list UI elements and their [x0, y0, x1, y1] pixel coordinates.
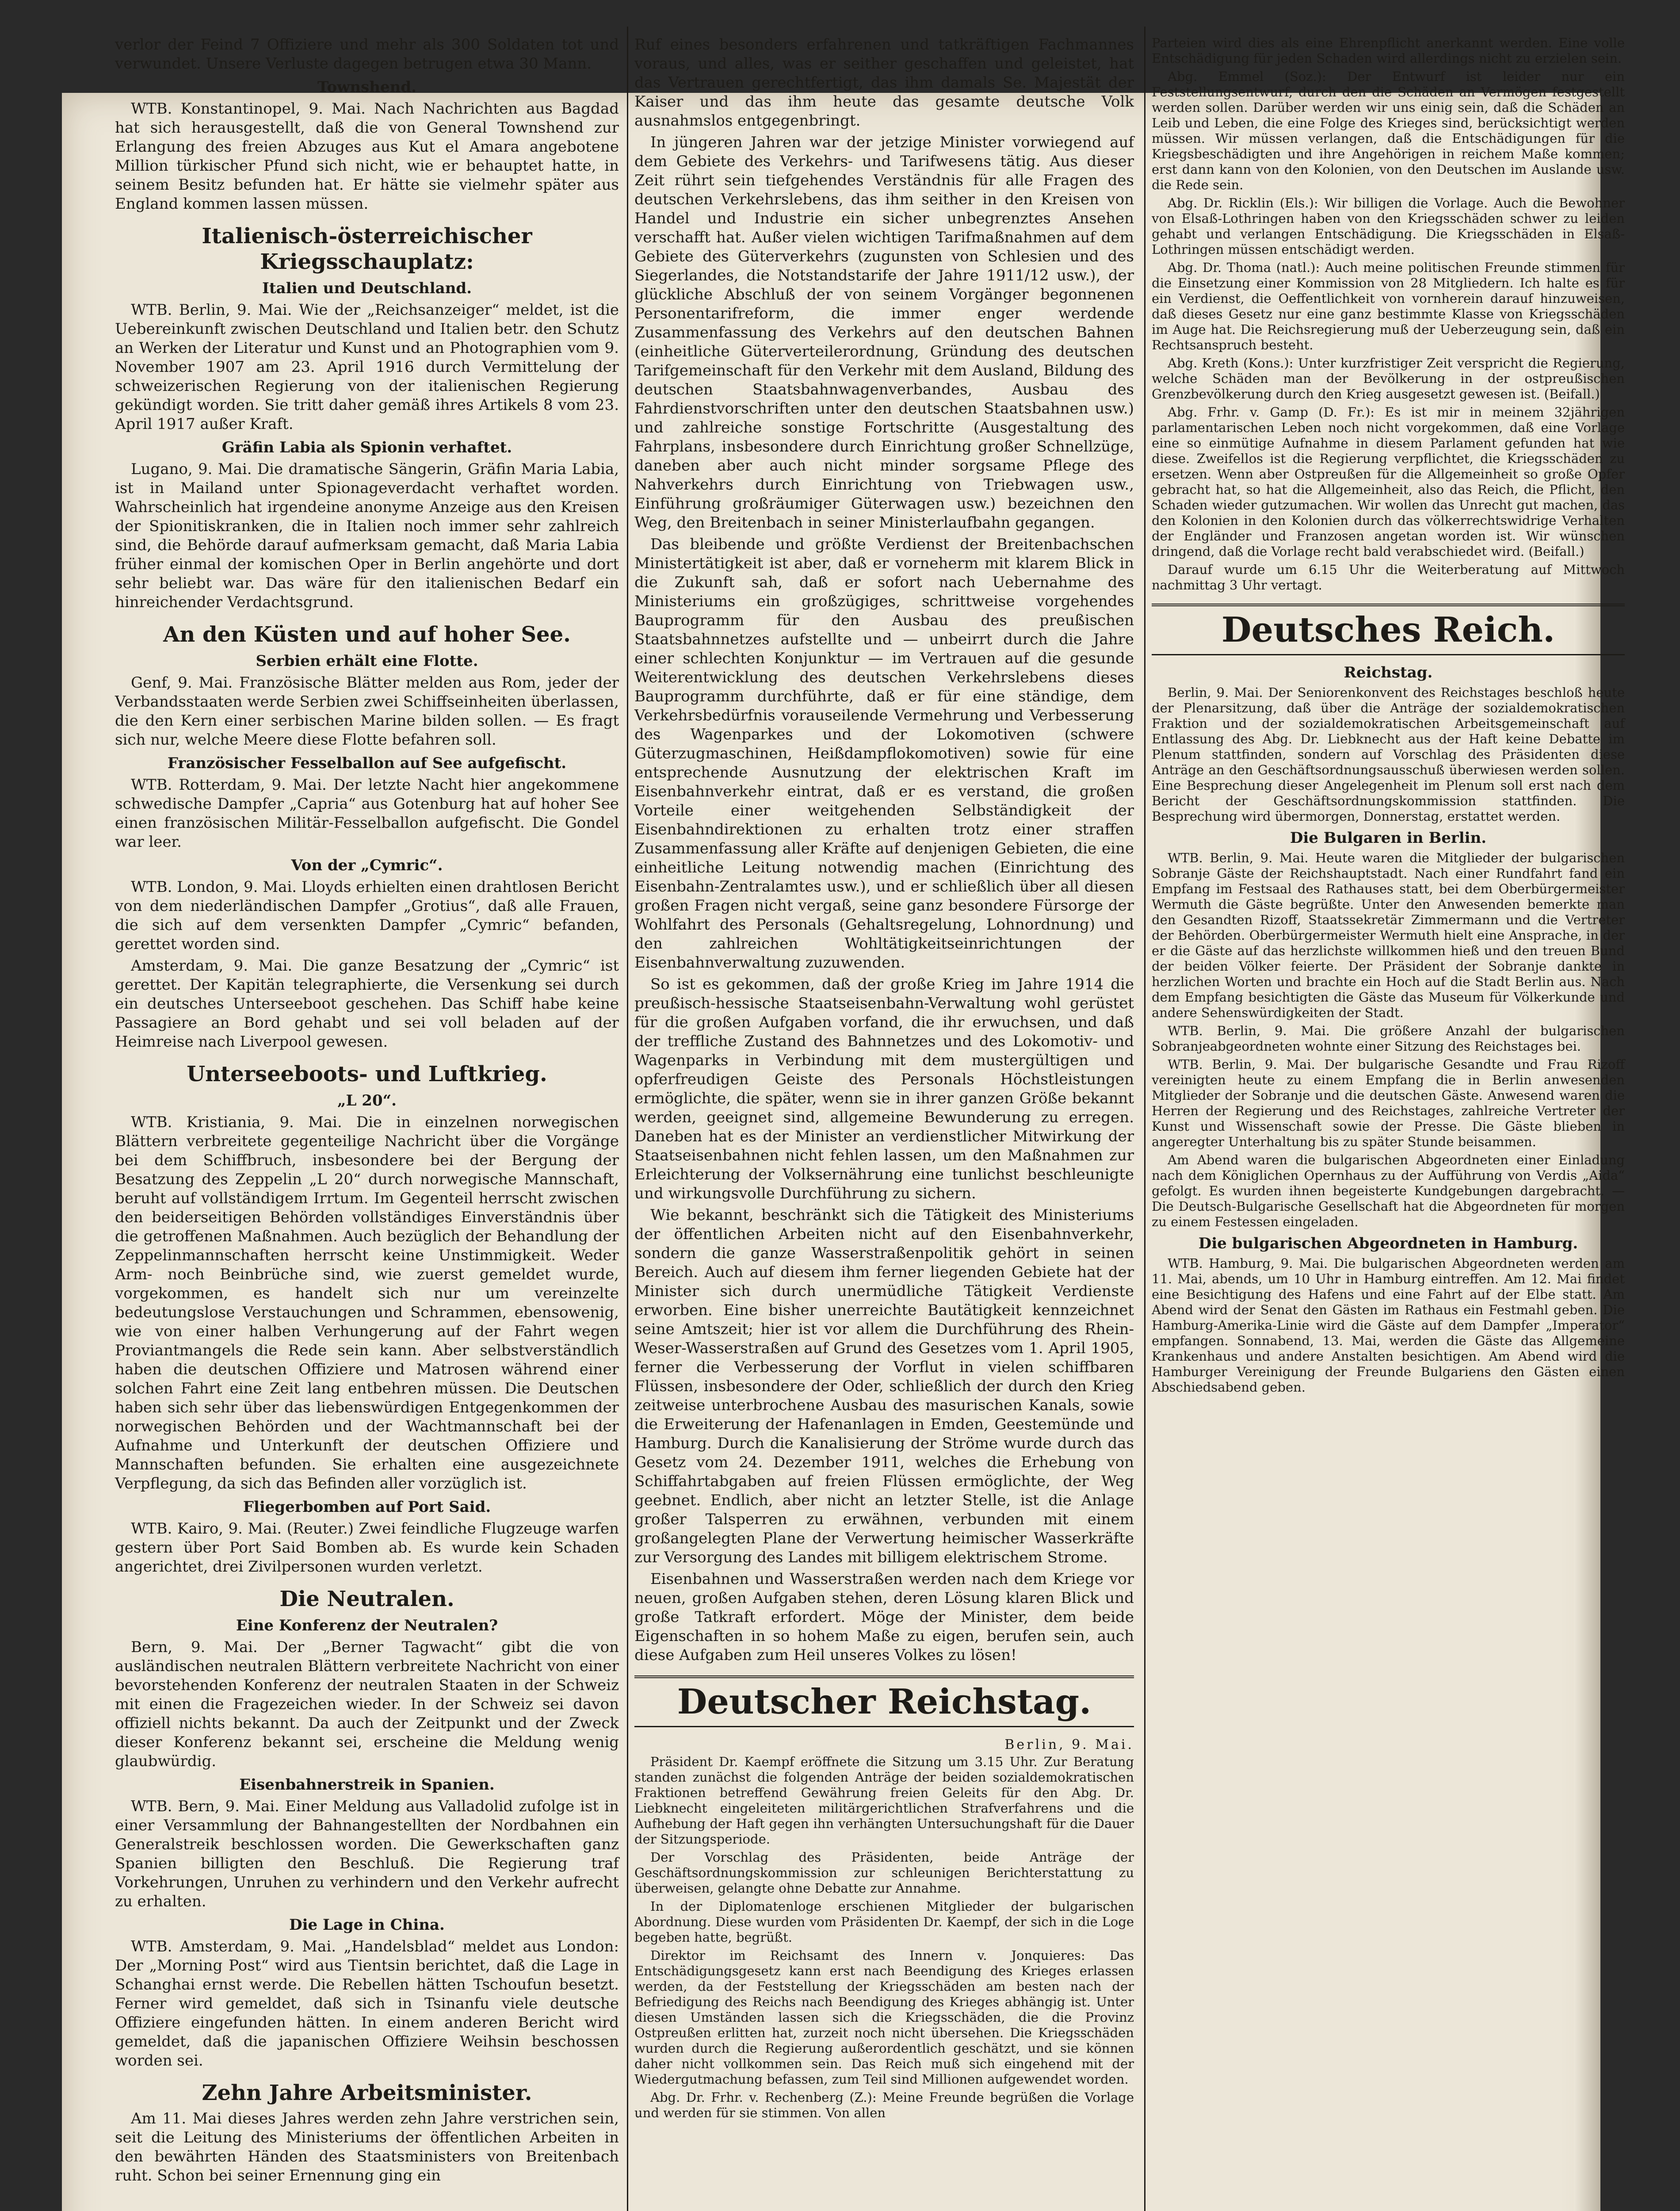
column-1 [115, 35, 619, 2188]
dateline: Berlin, 9. Mai. [1004, 1737, 1134, 1752]
report-paragraph: WTB. Berlin, 9. Mai. Der bulgarische Gesandte und Frau Rizoff vereinigten heute zu einem Empfang die in Berlin anwesenden Mitglieder der Sobranje und die deutschen Gäste. Anwesend waren die Herren der Regierung und des Reichstages, zahlreiche Vertreter der Kunst und Wissenschaft sowie der Presse. Die Gäste blieben in angeregter Unterhaltung bis zu später Stunde beisammen. [1152, 1057, 1625, 1149]
report-paragraph: In der Diplomatenloge erschienen Mitglieder der bulgarischen Abordnung. Diese wurden vom Präsidenten Dr. Kaempf, der sich in die Loge begeben hatte, begrüßt. [634, 1899, 1134, 1945]
column-rule-1 [627, 27, 628, 2211]
article-paragraph: So ist es gekommen, daß der große Krieg im Jahre 1914 die preußisch-hessische Staatseisenbahn-Verwaltung wohl gerüstet für die großen Aufgaben vorfand, die ihr erwuchsen, und daß der treffliche Zustand des Bahnnetzes und des Lokomotiv- und Wagenparks in Verbindung mit dem mustergültigen und opferfreudigen Geiste des Personals Höchstleistungen ermöglichte, die später, wenn sie in ihrer ganzen Größe bekannt werden, geeignet sind, allgemeine Bewunderung zu erregen. Daneben hat es der Minister an verdienstlicher Mitwirkung der Staatseisenbahnen nicht fehlen lassen, um den Maßnahmen zur Erleichterung der Volksernährung eine tunlichst beschleunigte und wirkungsvolle Durchführung zu sichern. [634, 975, 1134, 1202]
article-subheading: Fliegerbomben auf Port Said. [243, 1498, 491, 1516]
report-paragraph: Direktor im Reichsamt des Innern v. Jonquieres: Das Entschädigungsgesetz kann erst nach Beendigung des Krieges erlassen werden, da der Feststellung der Kriegsschäden am besten nach der Befriedigung des Reichs nach Beendigung des Krieges abhängig ist. Unter diesen Umständen lassen sich die Kriegsschäden, die die Provinz Ostpreußen erlitten hat, zurzeit noch nicht übersehen. Die Kriegsschäden wurden durch die Regierung außerordentlich geschätzt, und sie können daher nicht vollkommen sein. Das Reich muß sich eingehend mit der Wiedergutmachung befassen, zum Teil sind Millionen aufgewendet worden. [634, 1948, 1134, 2087]
article-subheading: Französischer Fesselballon auf See aufgefischt. [167, 754, 567, 772]
article-subheading: Gräfin Labia als Spionin verhaftet. [221, 439, 512, 456]
article-paragraph: WTB. Kristiania, 9. Mai. Die in einzelnen norwegischen Blättern verbreitete gegenteilige Nachricht über die Vorgänge bei dem Schiffbruch, insbesondere bei der Bergung der Besatzung des Zeppelin „L 20“ durch norwegische Mannschaft, beruht auf vollständigem Irrtum. Im Gegenteil herrscht zwischen den beiderseitigen Behörden vollständiges Einverständnis über die getroffenen Maßnahmen. Auch bezüglich der Behandlung der Zeppelinmannschaften herrscht keine Unstimmigkeit. Weder Arm- noch Beinbrüche sind, wie zuerst gemeldet wurde, vorgekommen, es handelt sich nur um vereinzelte bedeutungslose Verstauchungen und Schrammen, ebensowenig, wie von einer halben Verhungerung auf der Fahrt wegen Proviantmangels die Rede sein kann. Aber selbstverständlich haben die deutschen Offiziere und Matrosen während einer solchen Fahrt eine Zeit lang entbehren müssen. Die Deutschen haben sich sehr über das liebenswürdigen Entgegenkommen der norwegischen Behörden und der Wachtmannschaft bei der Aufnahme und Unterkunft der deutschen Offiziere und Mannschaften befunden. Sie erhalten eine ausgezeichnete Verpflegung, da sich das Befinden aller vorzüglich ist. [115, 1113, 619, 1492]
article-paragraph: Lugano, 9. Mai. Die dramatische Sängerin, Gräfin Maria Labia, ist in Mailand unter Spionageverdacht verhaftet worden. Wahrscheinlich hat irgendeine anonyme Anzeige aus den Kreisen der Spionitiskranken, die in Italien noch immer sehr zahlreich sind, die Behörde darauf aufmerksam gemacht, daß Maria Labia früher einmal der komischen Oper in Berlin angehörte und dort sehr beliebt war. Das wäre für den italienischen Bedarf ein hinreichender Verdachtsgrund. [115, 460, 619, 611]
article-paragraph: Am 11. Mai dieses Jahres werden zehn Jahre verstrichen sein, seit die Leitung des Ministeriums der öffentlichen Arbeiten in den bewährten Händen des Staatsministers von Breitenbach ruht. Schon bei seiner Ernennung ging ein [115, 2110, 619, 2184]
article-subheading: Italien und Deutschland. [262, 279, 472, 297]
article-paragraph: Bern, 9. Mai. Der „Berner Tagwacht“ gibt die von ausländischen neutralen Blättern verbreitete Nachricht von einer bevorstehenden Konferenz der neutralen Staaten in der Schweiz mit einen die Fragezeichen wieder. In der Schweiz sei davon offiziell nichts bekannt. Da auch der Zeitpunkt und der Zweck dieser Konferenz bekannt sei, erscheine die Meldung wenig glaubwürdig. [115, 1638, 619, 1770]
section-heading: Zehn Jahre Arbeitsminister. [202, 2081, 532, 2105]
article-paragraph: Eisenbahnen und Wasserstraßen werden nach dem Kriege vor neuen, großen Aufgaben stehen, deren Lösung klaren Blick und große Tatkraft erfordert. Möge der Minister, dem beide Eigenschaften in so hohem Maße zu eigen, berufen sein, auch diese Aufgaben zum Heil unseres Volkes zu lösen! [634, 1570, 1134, 1664]
article-subheading: Townshend. [317, 78, 416, 96]
section-heading: Unterseeboots- und Luftkrieg. [187, 1062, 547, 1086]
report-paragraph: Abg. Kreth (Kons.): Unter kurzfristiger Zeit verspricht die Regierung, welche Schäden man der Bevölkerung in der ostpreußischen Grenzbevölkerung durch den Krieg ausgesetzt gewesen ist. (Beifall.) [1152, 356, 1625, 402]
article-paragraph: In jüngeren Jahren war der jetzige Minister vorwiegend auf dem Gebiete des Verkehrs- und Tarifwesens tätig. Aus dieser Zeit rührt sein tiefgehendes Verständnis für alle Fragen des deutschen Verkehrslebens, das ihm seither in den Kreisen von Handel und Industrie ein sicher unbegrenztes Ansehen verschafft hat. Außer vielen wichtigen Tarifmaßnahmen auf dem Gebiete des Güterverkehrs (zugunsten von Schlesien und des Siegerlandes, die Notstandstarife der Jahre 1911/12 usw.), der glückliche Abschluß der von seinem Vorgänger begonnenen Personentarifreform, die immer enger werdende Zusammenfassung des Verkehrs auf den deutschen Bahnen (einheitliche Güterverteilerordnung, Gründung des deutschen Tarifgemeinschaft für den Verkehr mit dem Ausland, Bildung des deutschen Staatsbahnwagenverbandes, Ausbau des Fahrdienstvorschriften unter den deutschen Staatsbahnen usw.) und zahlreiche sonstige Fortschritte (Ausgestaltung des Fahrplans, insbesondere durch Einrichtung großer Schnellzüge, daneben aber auch nicht minder sorgsame Pflege des Nahverkehrs durch Einrichtung von Triebwagen usw., Einführung großräumiger Güterwagen usw.) bezeichnen den Weg, den Breitenbach in seiner Ministerlaufbahn gegangen. [634, 134, 1134, 532]
report-paragraph: Abg. Dr. Frhr. v. Rechenberg (Z.): Meine Freunde begrüßen die Vorlage und werden für sie stimmen. Von allen [634, 2090, 1134, 2120]
article-paragraph: WTB. London, 9. Mai. Lloyds erhielten einen drahtlosen Bericht von dem niederländischen Dampfer „Grotius“, daß alle Frauen, die sich auf dem versenkten Dampfer „Cymric“ befanden, gerettet worden sind. [115, 878, 619, 953]
article-paragraph: Genf, 9. Mai. Französische Blätter melden aus Rom, jeder der Verbandsstaaten werde Serbien zwei Schiffseinheiten überlassen, die den Kern einer serbischen Marine bilden sollen. — Es fragt sich nur, welche Meere diese Flotte befahren soll. [115, 674, 619, 749]
section-title: Deutscher Reichstag. [634, 1675, 1134, 1727]
section-heading: An den Küsten und auf hoher See. [163, 622, 571, 647]
article-subheading: Die Lage in China. [289, 1916, 445, 1934]
section-heading: Die Neutralen. [279, 1587, 454, 1611]
article-subheading: Eisenbahnerstreik in Spanien. [239, 1776, 495, 1794]
article-subheading: Reichstag. [1344, 664, 1433, 681]
article-paragraph: WTB. Berlin, 9. Mai. Wie der „Reichsanzeiger“ meldet, ist die Uebereinkunft zwischen Deutschland und Italien betr. den Schutz an Werken der Literatur und Kunst und an Photographien vom 9. November 1907 am 23. April 1916 durch Vermittelung der schweizerischen Regierung von der italienischen Regierung gekündigt worden. Sie tritt daher gemäß ihres Artikels 8 vom 23. April 1917 außer Kraft. [115, 301, 619, 433]
report-paragraph: Am Abend waren die bulgarischen Abgeordneten einer Einladung nach dem Königlichen Opernhaus zu der Aufführung von Verdis „Aida“ gefolgt. Es wurden ihnen begeisterte Kundgebungen dargebracht. — Die Deutsch-Bulgarische Gesellschaft hat die Abgeordneten für morgen zu einem Festessen eingeladen. [1152, 1152, 1625, 1229]
article-subheading: Die Bulgaren in Berlin. [1290, 829, 1487, 847]
section-heading: Italienisch-österreichischer Kriegsschauplatz: [202, 224, 532, 274]
report-paragraph: Präsident Dr. Kaempf eröffnete die Sitzung um 3.15 Uhr. Zur Beratung standen zunächst die folgenden Anträge der beiden sozialdemokratischen Fraktionen betreffend Gewährung freien Geleits für den Abg. Dr. Liebknecht eingeleiteten militärgerichtlichen Strafverfahrens und die Aufhebung der Haft gegen ihn verhängten Untersuchungshaft für die Dauer der Sitzungsperiode. [634, 1754, 1134, 1847]
article-subheading: „L 20“. [337, 1092, 397, 1109]
article-subheading: Die bulgarischen Abgeordneten in Hamburg. [1198, 1235, 1578, 1252]
article-subheading: Von der „Cymric“. [291, 857, 443, 874]
column-3 [1152, 35, 1625, 1398]
section-title: Deutsches Reich. [1152, 604, 1625, 655]
report-paragraph: Abg. Dr. Ricklin (Els.): Wir billigen die Vorlage. Auch die Bewohner von Elsaß-Lothringen haben von den Kriegsschäden schwer zu leiden gehabt und verlangen Entschädigung. Die Kriegsschäden in Elsaß-Lothringen müssen entschädigt werden. [1152, 195, 1625, 257]
article-paragraph: Ruf eines besonders erfahrenen und tatkräftigen Fachmannes voraus, und alles, was er seither geschaffen und geleistet, hat das Vertrauen gerechtfertigt, das ihm damals Se. Majestät der Kaiser und das ihm heute das gesamte deutsche Volk ausnahmslos entgegenbringt. [634, 36, 1134, 130]
article-subheading: Eine Konferenz der Neutralen? [236, 1617, 498, 1634]
report-paragraph: Darauf wurde um 6.15 Uhr die Weiterberatung auf Mittwoch nachmittag 3 Uhr vertagt. [1152, 562, 1625, 593]
article-paragraph: Amsterdam, 9. Mai. Die ganze Besatzung der „Cymric“ ist gerettet. Der Kapitän telegraphierte, die Versenkung sei durch ein deutsches Unterseeboot geschehen. Das Schiff habe keine Passagiere an Bord gehabt und sei voll beladen auf der Heimreise nach Liverpool gewesen. [115, 957, 619, 1051]
article-paragraph: Wie bekannt, beschränkt sich die Tätigkeit des Ministeriums der öffentlichen Arbeiten nicht auf den Eisenbahnverkehr, sondern die ganze Wasserstraßenpolitik gehört in seinen Bereich. Auch auf diesem ihm ferner liegenden Gebiete hat der Minister sich durch unermüdliche Tätigkeit Verdienste erworben. Eine bisher unerreichte Bautätigkeit kennzeichnet seine Amtszeit; hier ist vor allem die Durchführung des Rhein-Weser-Wasserstraßen auf Grund des Gesetzes vom 1. April 1905, ferner die Verbesserung der Vorflut in vielen schiffbaren Flüssen, insbesondere der Oder, schließlich der durch den Krieg zeitweise unterbrochene Ausbau des masurischen Kanals, sowie die Erweiterung der Hafenanlagen in Emden, Geestemünde und Hamburg. Durch die Kanalisierung der Ströme wurde durch das Gesetz vom 24. Dezember 1911, welches die Erhebung von Schiffahrtabgaben auf freien Flüssen ermöglichte, der Weg geebnet. Endlich, aber nicht an letzter Stelle, ist die Anlage großer Talsperren zu erwähnen, verbunden mit einem großangelegten Plane der Verwertung heimischer Wasserkräfte zur Versorgung des Landes mit billigem elektrischem Strome. [634, 1206, 1134, 1566]
article-paragraph: WTB. Rotterdam, 9. Mai. Der letzte Nacht hier angekommene schwedische Dampfer „Capria“ aus Gotenburg hat auf hoher See einen französischen Militär-Fesselballon aufgefischt. Die Gondel war leer. [115, 776, 619, 851]
article-paragraph: WTB. Amsterdam, 9. Mai. „Handelsblad“ meldet aus London: Der „Morning Post“ wird aus Tientsin berichtet, daß die Lage in Schanghai ernst werde. Die Rebellen hätten Tschoufun besetzt. Ferner wird gemeldet, daß sich in Tsinanfu viele deutsche Offiziere eingefunden hätten. In einem anderen Bericht wird gemeldet, daß die japanischen Offiziere Weihsin beschossen worden sei. [115, 1938, 619, 2069]
article-paragraph: WTB. Konstantinopel, 9. Mai. Nach Nachrichten aus Bagdad hat sich herausgestellt, daß die von General Townshend zur Erlangung des freien Abzuges aus Kut el Amara angebotene Million türkischer Pfund sich nicht, wie er behauptet hatte, in seinem Besitz befunden hat. Er hätte sie vielmehr später aus England kommen lassen müssen. [115, 100, 619, 213]
report-paragraph: WTB. Berlin, 9. Mai. Heute waren die Mitglieder der bulgarischen Sobranje Gäste der Reichshauptstadt. Nach einer Rundfahrt fand ein Empfang im Festsaal des Rathauses statt, bei dem Oberbürgermeister Wermuth die Gäste begrüßte. Unter den Anwesenden bemerkte man den Gesandten Rizoff, Staatssekretär Zimmermann und die Vertreter der Behörden. Oberbürgermeister Wermuth hielt eine Ansprache, in der er die Gäste auf das herzlichste willkommen hieß und den treuen Bund der beiden Völker feierte. Der Präsident der Sobranje dankte in herzlichen Worten und brachte ein Hoch auf die Stadt Berlin aus. Nach dem Empfang besichtigten die Gäste das Museum für Völkerkunde und andere Sehenswürdigkeiten der Stadt. [1152, 850, 1625, 1020]
article-paragraph: WTB. Kairo, 9. Mai. (Reuter.) Zwei feindliche Flugzeuge warfen gestern über Port Said Bomben ab. Es wurde kein Schaden angerichtet, drei Zivilpersonen wurden verletzt. [115, 1520, 619, 1576]
column-2 [634, 35, 1134, 2123]
article-paragraph: WTB. Bern, 9. Mai. Einer Meldung aus Valladolid zufolge ist in einer Versammlung der Bahnangestellten der Nordbahnen ein Generalstreik beschlossen worden. Die Gewerkschaften ganz Spanien billigten den Beschluß. Die Regierung traf Vorkehrungen, Unruhen zu verhindern und den Verkehr aufrecht zu erhalten. [115, 1798, 619, 1910]
report-paragraph: WTB. Berlin, 9. Mai. Die größere Anzahl der bulgarischen Sobranjeabgeordneten wohnte einer Sitzung des Reichstages bei. [1152, 1023, 1625, 1054]
report-paragraph: Abg. Frhr. v. Gamp (D. Fr.): Es ist mir in meinem 32jährigen parlamentarischen Leben noch nicht vorgekommen, daß eine Vorlage eine so einmütige Aufnahme in diesem Parlament gefunden hat wie diese. Zweifellos ist die Regierung verpflichtet, die Kriegsschäden zu ersetzen. Wenn aber Ostpreußen für die Allgemeinheit so große Opfer gebracht hat, so hat die Allgemeinheit, also das Reich, die Pflicht, den Schaden wieder gutzumachen. Wir wollen das Unrecht gut machen, das den Kolonien in den Kolonien durch das völkerrechtswidrige Verhalten der Engländer und Franzosen angetan worden ist. Wir wünschen dringend, daß die Vorlage recht bald verabschiedet wird. (Beifall.) [1152, 405, 1625, 559]
report-paragraph: Der Vorschlag des Präsidenten, beide Anträge der Geschäftsordnungskommission zur schleunigen Berichterstattung zu überweisen, gelangte ohne Debatte zur Annahme. [634, 1850, 1134, 1896]
report-paragraph: Abg. Dr. Thoma (natl.): Auch meine politischen Freunde stimmen für die Einsetzung einer Kommission von 28 Mitgliedern. Ich halte es für ein Verdienst, die Oeffentlichkeit von vornherein darauf hinzuweisen, daß dieses Gesetz nur eine ganz bestimmte Klasse von Kriegsschäden im Auge hat. Die Reichsregierung muß der Ueberzeugung sein, daß ein Rechtsanspruch besteht. [1152, 260, 1625, 352]
report-paragraph: Abg. Emmel (Soz.): Der Entwurf ist leider nur ein Feststellungsentwurf, durch den die Schäden an Vermögen festgestellt werden sollen. Darüber werden wir uns einig sein, daß die Schäden an Leib und Leben, die eine Folge des Krieges sind, berücksichtigt werden müssen. Wir müssen verlangen, daß die Entschädigungen für die Kriegsbeschädigten und ihre Angehörigen in reichem Maße kommen; erst dann kann von den Kolonien, von den Deutschen im Auslande usw. die Rede sein. [1152, 69, 1625, 192]
report-paragraph: WTB. Hamburg, 9. Mai. Die bulgarischen Abgeordneten werden am 11. Mai, abends, um 10 Uhr in Hamburg eintreffen. Am 12. Mai findet eine Besichtigung des Hafens und eine Fahrt auf der Elbe statt. Am Abend wird der Senat den Gästen im Rathaus ein Festmahl geben. Die Hamburg-Amerika-Linie wird die Gäste auf dem Dampfer „Imperator“ empfangen. Sonnabend, 13. Mai, werden die Gäste das Allgemeine Krankenhaus und andere Anstalten besichtigen. Am Abend wird die Hamburger Vereinigung der Freunde Bulgariens den Gästen einen Abschiedsabend geben. [1152, 1256, 1625, 1395]
column-rule-2 [1144, 27, 1145, 2211]
report-paragraph: Parteien wird dies als eine Ehrenpflicht anerkannt werden. Eine volle Entschädigung für jeden Schaden wird allerdings nicht zu erzielen sein. [1152, 35, 1625, 66]
article-paragraph: verlor der Feind 7 Offiziere und mehr als 300 Soldaten tot und verwundet. Unsere Verluste dagegen betrugen etwa 30 Mann. [115, 36, 619, 73]
report-paragraph: Berlin, 9. Mai. Der Seniorenkonvent des Reichstages beschloß heute der Plenarsitzung, daß über die Anträge der sozialdemokratischen Fraktion und der sozialdemokratischen Arbeitsgemeinschaft auf Entlassung des Abg. Dr. Liebknecht aus der Haft keine Debatte im Plenum stattfinden, sondern auf Vorschlag des Präsidenten diese Anträge an den Geschäftsordnungsausschuß überwiesen werden sollen. Eine Besprechung dieser Angelegenheit im Plenum soll erst nach dem Bericht der Geschäftsordnungskommission stattfinden. Die Besprechung wird übermorgen, Donnerstag, erstattet werden. [1152, 685, 1625, 824]
article-subheading: Serbien erhält eine Flotte. [256, 652, 478, 670]
article-paragraph: Das bleibende und größte Verdienst der Breitenbachschen Ministertätigkeit ist aber, daß er vorneherm mit klarem Blick in die Zukunft sah, daß er sofort nach Uebernahme des Ministeriums ein großzügiges, schrittweise vorgehendes Bauprogramm für den Ausbau des preußischen Staatsbahnnetzes aufstellte und — unbeirrt durch die Jahre einer schlechten Konjunktur — im Vertrauen auf die gesunde Weiterentwicklung des deutschen Verkehrslebens dieses Bauprogramm durchführte, daß er für eine ständige, dem Verkehrsbedürfnis vorauseilende Vermehrung und Verbesserung des Wagenparkes und der Lokomotiven (schwere Güterzugmaschinen, Heißdampflokomotiven) sowie für eine entsprechende Ausnutzung der elektrischen Kraft im Eisenbahnverkehr eintrat, daß er es verstand, die großen Vorteile einer weitgehenden Selbständigkeit der Eisenbahndirektionen zu erhalten trotz einer straffen Zusammenfassung aller Kräfte auf denjenigen Gebieten, die eine einheitliche Leitung notwendig machen (Einrichtung des Eisenbahn-Zentralamtes usw.), und er schließlich über all diesen großen Fragen nicht vergaß, seine ganz besondere Fürsorge der Wohlfahrt des Personals (Gehaltsregelung, Lohnordnung) und den zahlreichen Wohltätigkeitseinrichtungen der Eisenbahnverwaltung zuzuwenden. [634, 536, 1134, 972]
